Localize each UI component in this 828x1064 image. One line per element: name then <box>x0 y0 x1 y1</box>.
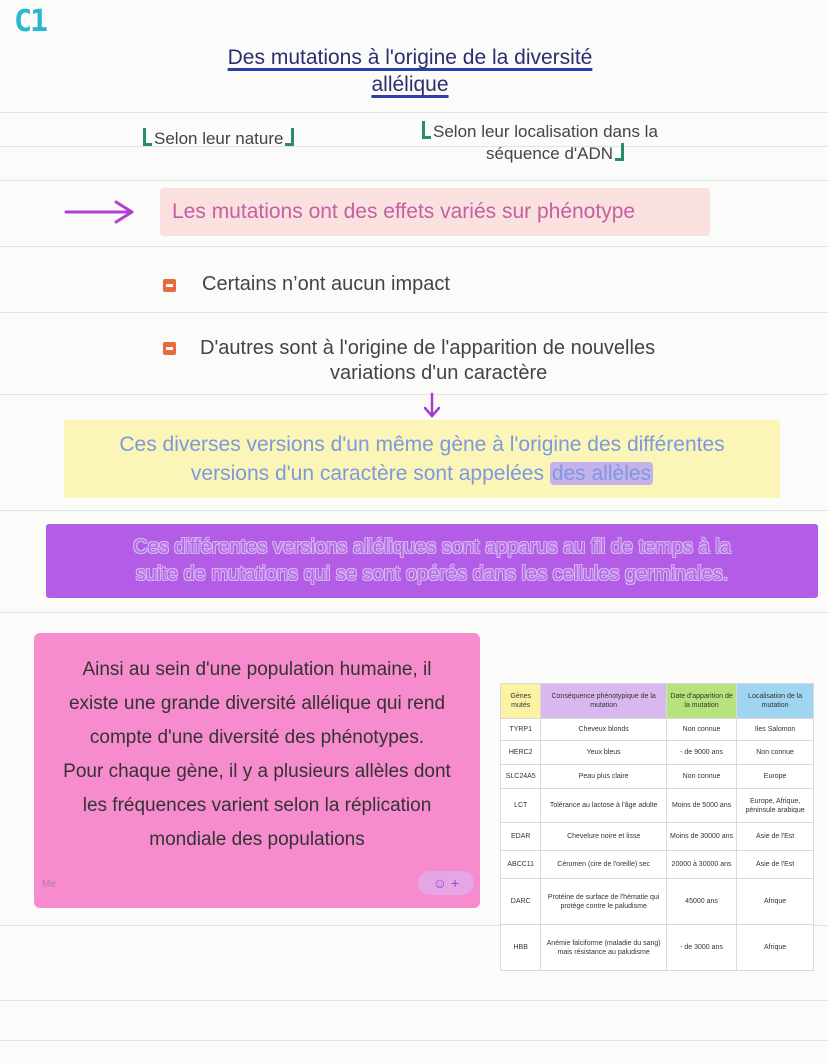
subheading-location-line-2: séquence d'ADN <box>486 144 614 163</box>
table-header-row <box>501 684 814 719</box>
alleles-definition-box <box>64 420 780 498</box>
reaction-badge[interactable] <box>418 871 474 895</box>
table-cell: Cérumen (cire de l'oreille) sec <box>541 851 666 879</box>
table-cell: ABCC11 <box>501 851 541 879</box>
mutations-origin-box <box>46 524 818 598</box>
mutations-table <box>500 683 814 971</box>
table-cell: Europe <box>737 765 814 789</box>
bracket-right-icon <box>285 128 294 146</box>
page-title <box>150 44 670 98</box>
effects-banner-text: Les mutations ont des effets variés sur phénotype <box>172 200 636 223</box>
bullet-item-new-variations <box>200 336 740 386</box>
table-cell: - de 9000 ans <box>666 741 736 765</box>
table-row <box>501 719 814 741</box>
table-cell: Europe, Afrique, péninsule arabique <box>737 789 814 823</box>
bracket-left-icon <box>422 121 431 139</box>
table-cell: Non connue <box>737 741 814 765</box>
diversity-note-box <box>34 633 480 908</box>
alleles-line-2-text: versions d'un caractère sont appelées <box>190 462 550 485</box>
table-row <box>501 741 814 765</box>
diversity-line: existe une grande diversité allélique qui rend <box>68 693 446 714</box>
bullet-item-no-impact: Certains n’ont aucun impact <box>202 273 450 295</box>
table-row <box>501 851 814 879</box>
diversity-line: Ainsi au sein d'une population humaine, il <box>82 659 432 680</box>
bracket-left-icon <box>143 128 152 146</box>
emoji-icon: ☺ <box>432 875 448 891</box>
right-arrow-icon <box>64 196 136 228</box>
mutations-line-2: suite de mutations qui se sont opérés dans les cellules germinales. <box>135 563 729 585</box>
table-cell: Non connue <box>666 719 736 741</box>
table-cell: 45000 ans <box>666 879 736 925</box>
table-row <box>501 765 814 789</box>
table-cell: SLC24A5 <box>501 765 541 789</box>
table-row <box>501 789 814 823</box>
table-cell: Protéine de surface de l'hématie qui protège contre le paludisme <box>541 879 666 925</box>
table-cell: LCT <box>501 789 541 823</box>
subheading-location-line-1: Selon leur localisation dans la <box>433 122 658 141</box>
table-cell: EDAR <box>501 823 541 851</box>
bullet-square-icon <box>163 342 176 355</box>
table-cell: Anémie falciforme (maladie du sang) mais résistance au paludisme <box>541 925 666 971</box>
table-header-cell: Localisation de la mutation <box>737 684 814 719</box>
effects-banner <box>160 188 710 236</box>
subheading-location <box>422 121 712 165</box>
bullet-square-icon <box>163 279 176 292</box>
alleles-line-1: Ces diverses versions d'un même gène à l'origine des différentes <box>119 433 725 456</box>
table-cell: TYRP1 <box>501 719 541 741</box>
table-cell: Asie de l'Est <box>737 851 814 879</box>
alleles-highlight: des allèles <box>551 462 652 485</box>
subheading-nature-text: Selon leur nature <box>154 129 284 148</box>
title-line-2: allélique <box>371 73 449 96</box>
table-row <box>501 823 814 851</box>
bracket-right-icon <box>615 143 624 161</box>
table-header-cell: Date d'apparition de la mutation <box>666 684 736 719</box>
table-cell: Moins de 30000 ans <box>666 823 736 851</box>
table-header-cell: Conséquence phénotypique de la mutation <box>541 684 666 719</box>
table-cell: HERC2 <box>501 741 541 765</box>
diversity-line: Pour chaque gène, il y a plusieurs allèles dont <box>63 761 451 782</box>
table-cell: 20000 à 30000 ans <box>666 851 736 879</box>
table-cell: Asie de l'Est <box>737 823 814 851</box>
table-cell: Peau plus claire <box>541 765 666 789</box>
table-cell: Afrique <box>737 879 814 925</box>
table-cell: HBB <box>501 925 541 971</box>
table-row <box>501 879 814 925</box>
diversity-text <box>34 653 480 857</box>
diversity-line: les fréquences varient selon la réplication <box>82 795 432 816</box>
table-cell: Iles Salomon <box>737 719 814 741</box>
table-header-cell: Gènes mutés <box>501 684 541 719</box>
title-line-1: Des mutations à l'origine de la diversité <box>227 46 593 69</box>
table-cell: Moins de 5000 ans <box>666 789 736 823</box>
mutations-line-1: Ces différentes versions alléliques sont apparus au fil de temps à la <box>133 536 731 558</box>
diversity-line: compte d'une diversité des phénotypes. <box>89 727 425 748</box>
bullet-line-2: variations d'un caractère <box>330 362 548 384</box>
table-cell: - de 3000 ans <box>666 925 736 971</box>
table-cell: Yeux bleus <box>541 741 666 765</box>
alleles-line-2 <box>119 459 724 488</box>
table-cell: Cheveux blonds <box>541 719 666 741</box>
corner-label: C1 <box>14 4 47 39</box>
author-tag: Me <box>42 879 56 890</box>
table-cell: Chevelure noire et lisse <box>541 823 666 851</box>
reaction-badge-plus: + <box>451 875 460 891</box>
down-arrow-icon <box>422 392 442 420</box>
diversity-line: mondiale des populations <box>149 829 365 850</box>
table-cell: Non connue <box>666 765 736 789</box>
table-cell: Afrique <box>737 925 814 971</box>
table-cell: Tolérance au lactose à l'âge adulte <box>541 789 666 823</box>
table-row <box>501 925 814 971</box>
table-cell: DARC <box>501 879 541 925</box>
bullet-line-1: D'autres sont à l'origine de l'apparition de nouvelles <box>200 337 656 359</box>
subheading-nature <box>143 128 294 150</box>
